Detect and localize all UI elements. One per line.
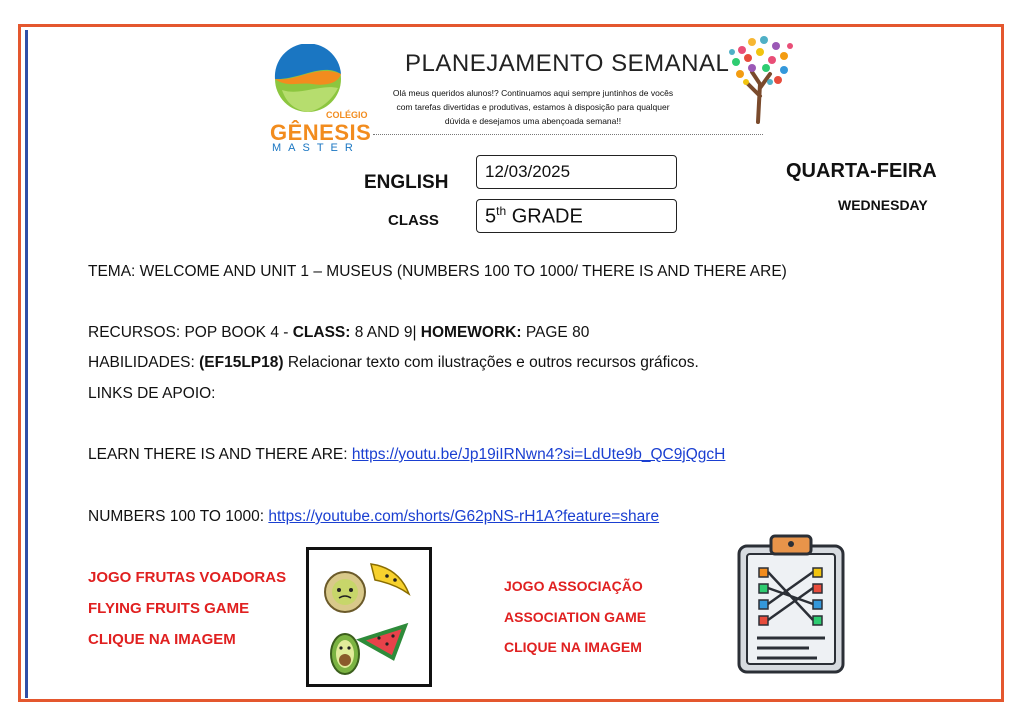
habilidades-text: Relacionar texto com ilustrações e outros recursos gráficos. (283, 354, 699, 371)
subject-label: ENGLISH (364, 172, 449, 193)
game1-title-pt: JOGO FRUTAS VOADORAS (88, 569, 287, 586)
link1-line (88, 446, 725, 464)
grade-number: 5 (485, 205, 497, 228)
logo-text-colegio: COLÉGIO (326, 110, 368, 120)
links-label: LINKS DE APOIO: (88, 385, 216, 402)
link1-label: LEARN THERE IS AND THERE ARE: (88, 446, 352, 463)
recursos-homework-label: HOMEWORK: (420, 324, 522, 341)
grade-field (476, 199, 677, 233)
game2-title-pt: JOGO ASSOCIAÇÃO (504, 578, 643, 594)
fruits-illustration-icon (309, 550, 429, 684)
link2-line (88, 508, 659, 526)
there-is-there-are-link[interactable]: https://youtu.be/Jp19iIRNwn4?si=LdUte9b_QC9jQgcH (351, 446, 726, 463)
grade-text: GRADE (506, 205, 583, 228)
date-field (476, 155, 677, 189)
weekday-english: WEDNESDAY (838, 197, 928, 213)
logo-text-genesis: GÊNESIS (270, 120, 372, 145)
habilidades-line (88, 354, 699, 372)
date-value: 12/03/2025 (485, 162, 571, 181)
recursos-prefix: RECURSOS: POP BOOK 4 - (88, 324, 293, 341)
game2-title-en: ASSOCIATION GAME (504, 609, 647, 625)
game1-click-hint: CLIQUE NA IMAGEM (88, 631, 236, 648)
recursos-class-value: 8 AND 9| (350, 324, 421, 341)
grade-ordinal: th (496, 204, 507, 218)
weekday-portuguese: QUARTA-FEIRA (786, 160, 937, 182)
page-title: PLANEJAMENTO SEMANAL (405, 50, 730, 77)
left-accent-bar (25, 30, 28, 698)
numbers-video-link[interactable]: https://youtube.com/shorts/G62pNS-rH1A?feature=share (268, 508, 660, 525)
intro-message (383, 86, 683, 128)
dotted-divider (373, 134, 763, 135)
tema-line: TEMA: WELCOME AND UNIT 1 – MUSEUS (NUMBERS 100 TO 1000/ THERE IS AND THERE ARE) (88, 263, 787, 280)
game2-click-hint: CLIQUE NA IMAGEM (504, 639, 642, 655)
logo-text-master: MASTER (272, 142, 360, 154)
recursos-homework-value: PAGE 80 (521, 324, 590, 341)
association-game-clipboard-icon[interactable] (733, 532, 849, 676)
game1-title-en: FLYING FRUITS GAME (88, 600, 250, 617)
school-logo (262, 44, 372, 156)
logo-emblem-icon (272, 44, 344, 114)
class-label: CLASS (388, 212, 439, 229)
flying-fruits-game-image[interactable] (306, 547, 432, 687)
recursos-line (88, 324, 589, 342)
link2-label: NUMBERS 100 TO 1000: (88, 508, 269, 525)
intro-line: Olá meus queridos alunos!? Continuamos aqui sempre juntinhos de vocês (392, 88, 674, 98)
colorful-tree-icon (722, 32, 798, 124)
recursos-class-label: CLASS: (292, 324, 351, 341)
intro-line: dúvida e desejamos uma abençoada semana!! (444, 116, 622, 126)
habilidades-prefix: HABILIDADES: (88, 354, 200, 371)
intro-line: com tarefas divertidas e produtivas, estamos à disposição para qualquer (396, 102, 670, 112)
habilidades-code: (EF15LP18) (199, 354, 284, 371)
